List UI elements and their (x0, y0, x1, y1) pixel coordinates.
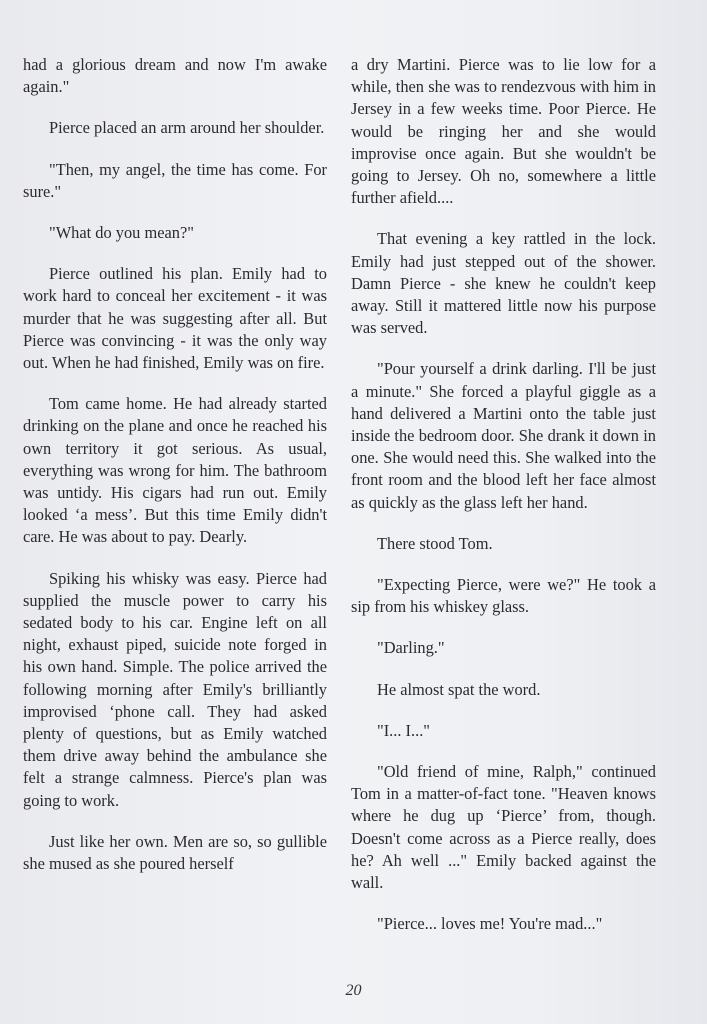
paragraph: Pierce outlined his plan. Emily had to work hard to conceal her excitement - it was murder that he was suggesting after all. But Pierce was convincing - it was the only way out. When he had finished, Emily was on fire. (23, 264, 327, 373)
paragraph: Just like her own. Men are so, so gullible she mused as she poured herself (23, 831, 327, 874)
paragraph: "Then, my angel, the time has come. For sure." (23, 159, 327, 201)
paragraph: "Old friend of mine, Ralph," continued Tom in a matter-of-fact tone. "Heaven knows where he dug up ‘Pierce’ from, though. Doesn't come across as a Pierce really, does he? Ah well ..." Emily backed against the wall. (351, 762, 656, 893)
paragraph: "Darling." (377, 638, 445, 658)
paragraph: Spiking his whisky was easy. Pierce had supplied the muscle power to carry his sedated body to his car. Engine left on all night, exhaust piped, suicide note forged in his own hand. Simple. The police arrived the following morning after Emily's brilliantly improvised ‘phone call. They had asked plenty of questions, but as Emily watched them drive away behind the ambulance she felt a strange calmness. Pierce's plan was going to work. (23, 568, 327, 810)
paragraph: "What do you mean?" (49, 223, 194, 243)
right-column (351, 54, 656, 936)
paragraph: Pierce placed an arm around her shoulder. (49, 118, 325, 138)
paragraph: Tom came home. He had already started drinking on the plane and once he reached his own territory it got serious. As usual, everything was wrong for him. The bathroom was untidy. His cigars had run out. Emily looked ‘a mess’. But this time Emily didn't care. He was about to pay. Dearly. (23, 394, 327, 547)
paragraph: "Pierce... loves me! You're mad..." (377, 914, 603, 934)
paragraph: There stood Tom. (377, 533, 493, 553)
left-column (23, 54, 327, 875)
paragraph: "Pour yourself a drink darling. I'll be just a minute." She forced a playful giggle as a hand delivered a Martini onto the table just inside the bedroom door. She drank it down in one. She would need this. She walked into the front room and the blood left her face almost as quickly as the glass left her hand. (351, 359, 656, 512)
paragraph: He almost spat the word. (377, 679, 541, 699)
page-number: 20 (345, 982, 362, 999)
paragraph: had a glorious dream and now I'm awake again." (23, 55, 327, 97)
paragraph: a dry Martini. Pierce was to lie low for a while, then she was to rendezvous with him in Jersey in a few weeks time. Poor Pierce. He would be ringing her and she would improvise once again. But she wouldn't be going to Jersey. Oh no, somewhere a little further afield.... (351, 55, 656, 208)
paragraph: That evening a key rattled in the lock. Emily had just stepped out of the shower. Damn Pierce - she knew he couldn't keep away. Still it mattered little now his purpose was served. (351, 229, 656, 338)
paragraph: "Expecting Pierce, were we?" He took a sip from his whiskey glass. (351, 575, 656, 617)
paragraph: "I... I..." (377, 720, 430, 740)
